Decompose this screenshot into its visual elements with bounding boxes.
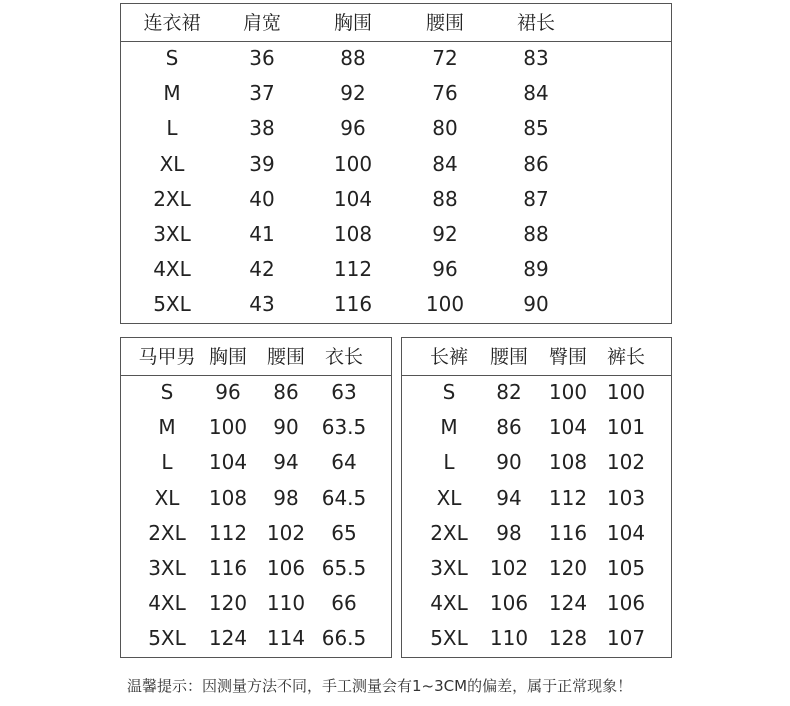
vest-table-header	[121, 338, 391, 376]
measurement-cell: 120	[208, 591, 248, 616]
size-label-cell: 4XL	[148, 591, 186, 616]
measurement-cell: 96	[340, 116, 366, 141]
measurement-cell: 96	[432, 257, 458, 282]
header-waist: 腰围	[266, 346, 305, 368]
dress-size-table	[120, 3, 672, 324]
size-label-cell: M	[440, 415, 458, 440]
measurement-cell: 94	[496, 485, 522, 510]
measurement-cell: 101	[606, 415, 646, 440]
measurement-cell: 38	[249, 116, 275, 141]
measurement-cell: 104	[208, 450, 248, 475]
measurement-cell: 120	[548, 556, 588, 580]
measurement-cell: 116	[208, 556, 248, 580]
measurement-cell: 106	[489, 591, 529, 616]
size-label-cell: 2XL	[153, 186, 191, 211]
header-shoulder: 肩宽	[242, 12, 281, 34]
size-label-cell: 3XL	[148, 556, 186, 580]
measurement-cell: 110	[266, 591, 306, 616]
size-label-cell: S	[442, 380, 456, 404]
size-label-cell: 4XL	[153, 257, 191, 282]
measurement-cell: 110	[489, 626, 529, 651]
measurement-cell: 114	[266, 626, 306, 651]
measurement-cell: 89	[523, 257, 549, 282]
header-dress-category: 连衣裙	[143, 12, 201, 34]
header-waist: 腰围	[489, 346, 528, 368]
size-label-cell: 2XL	[148, 520, 186, 545]
measurement-cell: 80	[432, 116, 458, 141]
measurement-cell: 63	[331, 380, 357, 404]
size-label-cell: 2XL	[430, 520, 468, 545]
measurement-cell: 112	[548, 485, 588, 510]
vest-size-table	[120, 337, 392, 658]
header-length: 裙长	[516, 12, 555, 34]
measurement-cell: 116	[333, 292, 373, 317]
measurement-cell: 83	[523, 46, 549, 70]
header-length: 衣长	[324, 346, 363, 368]
measurement-cell: 36	[249, 46, 275, 70]
measurement-cell: 107	[606, 626, 646, 651]
measurement-cell: 100	[606, 380, 646, 404]
measurement-cell: 86	[523, 151, 549, 176]
measurement-cell: 104	[333, 186, 373, 211]
measurement-cell: 86	[273, 380, 299, 404]
measurement-cell: 128	[548, 626, 588, 651]
measurement-cell: 104	[606, 520, 646, 545]
measurement-cell: 87	[523, 186, 549, 211]
measurement-cell: 37	[249, 81, 275, 106]
measurement-cell: 100	[548, 380, 588, 404]
header-vest-category: 马甲男	[138, 346, 196, 368]
size-label-cell: 5XL	[430, 626, 468, 651]
measurement-cell: 42	[249, 257, 275, 282]
size-label-cell: S	[165, 46, 179, 70]
pants-table-header	[402, 338, 671, 376]
header-chest: 胸围	[208, 346, 247, 368]
header-length: 裤长	[606, 346, 645, 368]
size-label-cell: 3XL	[430, 556, 468, 580]
header-hip: 臀围	[548, 346, 587, 368]
measurement-cell: 112	[208, 520, 248, 545]
measurement-cell: 43	[249, 292, 275, 317]
size-label-cell: M	[158, 415, 176, 440]
pants-size-table	[401, 337, 672, 658]
measurement-cell: 84	[523, 81, 549, 106]
size-label-cell: L	[161, 450, 173, 475]
measurement-cell: 63.5	[321, 415, 367, 440]
measurement-cell: 94	[273, 450, 299, 475]
measurement-cell: 65.5	[321, 556, 367, 580]
measurement-cell: 124	[548, 591, 588, 616]
measurement-cell: 88	[432, 186, 458, 211]
measurement-cell: 105	[606, 556, 646, 580]
measurement-cell: 90	[523, 292, 549, 317]
measurement-cell: 76	[432, 81, 458, 106]
measurement-cell: 102	[606, 450, 646, 475]
measurement-cell: 106	[266, 556, 306, 580]
header-chest: 胸围	[333, 12, 372, 34]
measurement-cell: 90	[273, 415, 299, 440]
measurement-cell: 41	[249, 222, 275, 246]
measurement-cell: 64.5	[321, 485, 367, 510]
measurement-cell: 66	[331, 591, 357, 616]
measurement-cell: 100	[333, 151, 373, 176]
measurement-cell: 92	[432, 222, 458, 246]
header-waist: 腰围	[425, 12, 464, 34]
measurement-note: 温馨提示：因测量方法不同，手工测量会有1~3CM的偏差，属于正常现象！	[127, 677, 633, 695]
measurement-cell: 66.5	[321, 626, 367, 651]
measurement-cell: 85	[523, 116, 549, 141]
measurement-cell: 98	[273, 485, 299, 510]
measurement-cell: 82	[496, 380, 522, 404]
measurement-cell: 104	[548, 415, 588, 440]
measurement-cell: 90	[496, 450, 522, 475]
size-label-cell: M	[163, 81, 181, 106]
measurement-cell: 124	[208, 626, 248, 651]
size-label-cell: 4XL	[430, 591, 468, 616]
header-pants-category: 长裤	[429, 346, 468, 368]
measurement-cell: 88	[523, 222, 549, 246]
measurement-cell: 100	[208, 415, 248, 440]
measurement-cell: 108	[548, 450, 588, 475]
measurement-cell: 98	[496, 520, 522, 545]
measurement-cell: 39	[249, 151, 275, 176]
measurement-cell: 112	[333, 257, 373, 282]
measurement-cell: 102	[266, 520, 306, 545]
measurement-cell: 96	[215, 380, 241, 404]
size-label-cell: 3XL	[153, 222, 191, 246]
measurement-cell: 108	[208, 485, 248, 510]
measurement-cell: 102	[489, 556, 529, 580]
measurement-cell: 86	[496, 415, 522, 440]
dress-table-header	[121, 4, 671, 42]
measurement-cell: 92	[340, 81, 366, 106]
measurement-cell: 40	[249, 186, 275, 211]
size-label-cell: 5XL	[148, 626, 186, 651]
size-label-cell: L	[443, 450, 455, 475]
measurement-cell: 64	[331, 450, 357, 475]
measurement-cell: 84	[432, 151, 458, 176]
measurement-cell: 103	[606, 485, 646, 510]
measurement-cell: 100	[425, 292, 465, 317]
measurement-cell: 88	[340, 46, 366, 70]
size-label-cell: L	[166, 116, 178, 141]
measurement-cell: 72	[432, 46, 458, 70]
measurement-cell: 116	[548, 520, 588, 545]
measurement-cell: 65	[331, 520, 357, 545]
size-label-cell: XL	[159, 151, 185, 176]
size-label-cell: S	[160, 380, 174, 404]
size-label-cell: XL	[154, 485, 180, 510]
measurement-cell: 108	[333, 222, 373, 246]
size-label-cell: XL	[436, 485, 462, 510]
measurement-cell: 106	[606, 591, 646, 616]
size-label-cell: 5XL	[153, 292, 191, 317]
